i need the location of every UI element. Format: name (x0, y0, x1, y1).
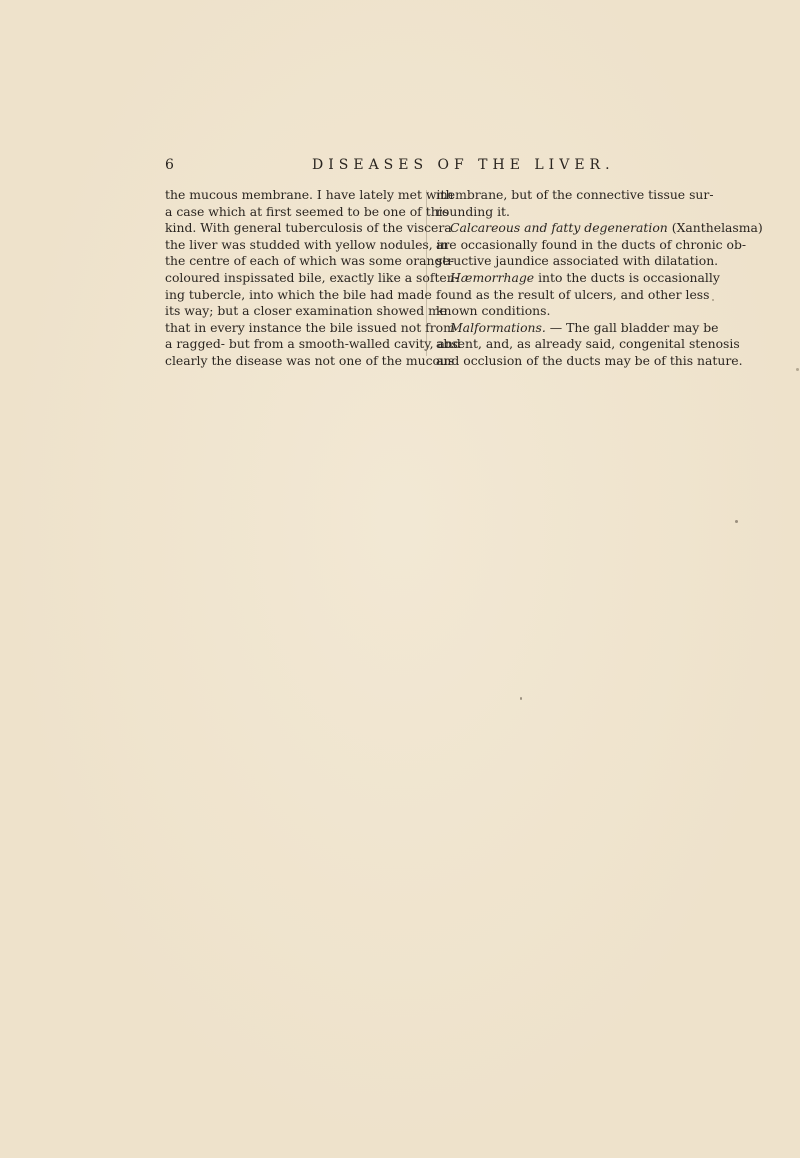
right-line: structive jaundice associated with dilatation. (436, 253, 719, 269)
calcareous-rest: (Xanthelasma) (671, 220, 763, 236)
paper-speck (796, 368, 799, 371)
paper-speck (520, 697, 522, 700)
paper-speck (712, 299, 714, 301)
left-line: that in every instance the bile issued not from (165, 319, 455, 335)
malformations-rest: — The gall bladder may be (549, 319, 719, 335)
calcareous-paragraph-start (436, 220, 763, 237)
malformations-term: Malformations. (450, 319, 546, 335)
left-line: clearly the disease was not one of the mucous (165, 352, 455, 368)
haemorrhage-term: Hæmorrhage (450, 269, 535, 285)
page-number: 6 (165, 157, 175, 173)
running-head (165, 157, 685, 177)
right-line: and occlusion of the ducts may be of this nature. (436, 352, 743, 368)
paper-speck (735, 520, 738, 523)
right-line: membrane, but of the connective tissue sur- (436, 187, 714, 202)
calcareous-term: Calcareous and fatty degeneration (450, 220, 668, 236)
right-line: found as the result of ulcers, and other less (436, 286, 710, 302)
left-line: a ragged- but from a smooth-walled cavity, and (165, 336, 461, 352)
haemorrhage-rest: into the ducts is occasionally (538, 269, 720, 285)
right-line: rounding it. (436, 203, 510, 219)
right-line: absent, and, as already said, congenital stenosis (436, 336, 740, 352)
haemorrhage-paragraph-start (436, 269, 720, 287)
right-line: are occasionally found in the ducts of chronic ob- (436, 236, 747, 252)
right-line: known conditions. (436, 303, 551, 319)
left-column (165, 187, 461, 370)
malformations-paragraph-start (436, 319, 719, 337)
left-line: ing tubercle, into which the bile had made (165, 286, 432, 302)
running-title: DISEASES OF THE LIVER. (312, 157, 615, 173)
left-line: the liver was studded with yellow nodules, in (165, 236, 449, 252)
left-line: the mucous membrane. I have lately met with (165, 187, 454, 202)
left-line: coloured inspissated bile, exactly like a soften- (165, 269, 459, 285)
column-divider (426, 190, 427, 356)
right-column (436, 187, 763, 370)
left-line: a case which at first seemed to be one of this (165, 203, 449, 219)
left-line: kind. With general tuberculosis of the viscera (165, 220, 452, 236)
left-line: its way; but a closer examination showed me (165, 303, 448, 319)
left-line: the centre of each of which was some orange- (165, 253, 454, 269)
